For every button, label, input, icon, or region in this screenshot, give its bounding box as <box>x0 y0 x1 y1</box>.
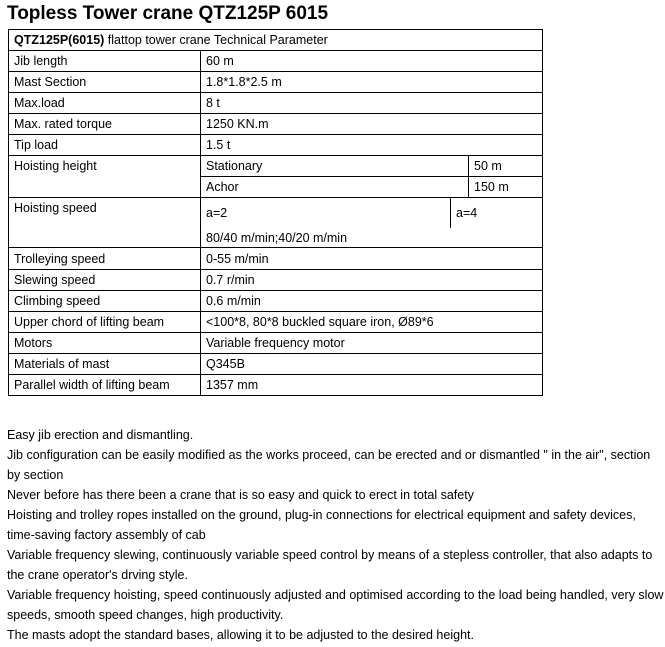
param-sublabel: Achor <box>201 177 469 198</box>
table-header-model: QTZ125P(6015) <box>14 33 105 47</box>
table-row <box>9 248 543 270</box>
feature-list <box>7 425 665 645</box>
param-label: Parallel width of lifting beam <box>9 375 201 396</box>
table-row <box>9 333 543 354</box>
table-row <box>9 51 543 72</box>
table-header-text: flattop tower crane Technical Parameter <box>104 33 328 47</box>
param-sublabel: a=4 <box>451 198 543 229</box>
param-value: 80/40 m/min;40/20 m/min <box>201 228 543 248</box>
table-row <box>9 354 543 375</box>
table-row <box>9 198 543 229</box>
param-label: Hoisting speed <box>9 198 201 248</box>
table-header-row <box>9 30 543 51</box>
param-value: 1357 mm <box>201 375 543 396</box>
feature-paragraph: The masts adopt the standard bases, allowing it to be adjusted to the desired height. <box>7 628 474 642</box>
feature-paragraph: Easy jib erection and dismantling. <box>7 428 194 442</box>
param-value: <100*8, 80*8 buckled square iron, Ø89*6 <box>201 312 543 333</box>
param-label: Max. rated torque <box>9 114 201 135</box>
param-value: 150 m <box>469 177 543 198</box>
table-row <box>9 375 543 396</box>
param-label: Motors <box>9 333 201 354</box>
param-value: Variable frequency motor <box>201 333 543 354</box>
spec-table <box>8 29 543 396</box>
param-label: Upper chord of lifting beam <box>9 312 201 333</box>
param-label: Slewing speed <box>9 270 201 291</box>
param-value: 50 m <box>469 156 543 177</box>
table-row <box>9 312 543 333</box>
feature-paragraph: Hoisting and trolley ropes installed on the ground, plug-in connections for electrical equipment and safety devices, time-saving factory assembly of cab <box>7 508 636 542</box>
table-row <box>9 114 543 135</box>
param-label: Materials of mast <box>9 354 201 375</box>
param-value: 0.7 r/min <box>201 270 543 291</box>
table-row <box>9 270 543 291</box>
param-label: Climbing speed <box>9 291 201 312</box>
param-label: Tip load <box>9 135 201 156</box>
param-value: 1.8*1.8*2.5 m <box>201 72 543 93</box>
table-row <box>9 156 543 177</box>
feature-paragraph: Variable frequency hoisting, speed continuously adjusted and optimised according to the load being handled, very slow speeds, smooth speed changes, high productivity. <box>7 588 664 622</box>
page-title: Topless Tower crane QTZ125P 6015 <box>7 3 329 24</box>
param-sublabel: Stationary <box>201 156 469 177</box>
param-label: Jib length <box>9 51 201 72</box>
table-row <box>9 291 543 312</box>
param-label: Mast Section <box>9 72 201 93</box>
param-value: 60 m <box>201 51 543 72</box>
table-row <box>9 135 543 156</box>
table-header <box>9 30 543 51</box>
param-value: 1.5 t <box>201 135 543 156</box>
feature-paragraph: Jib configuration can be easily modified as the works proceed, can be erected and or dismantled " in the air", section by section <box>7 448 651 482</box>
table-row <box>9 72 543 93</box>
param-value: 0-55 m/min <box>201 248 543 270</box>
feature-paragraph: Never before has there been a crane that is so easy and quick to erect in total safety <box>7 488 474 502</box>
param-value: 8 t <box>201 93 543 114</box>
param-label: Trolleying speed <box>9 248 201 270</box>
param-sublabel: a=2 <box>201 198 451 229</box>
param-value: Q345B <box>201 354 543 375</box>
param-value: 0.6 m/min <box>201 291 543 312</box>
param-value: 1250 KN.m <box>201 114 543 135</box>
param-label: Max.load <box>9 93 201 114</box>
feature-paragraph: Variable frequency slewing, continuously variable speed control by means of a stepless controller, that also adapts to the crane operator's drving style. <box>7 548 653 582</box>
param-label: Hoisting height <box>9 156 201 198</box>
table-row <box>9 93 543 114</box>
